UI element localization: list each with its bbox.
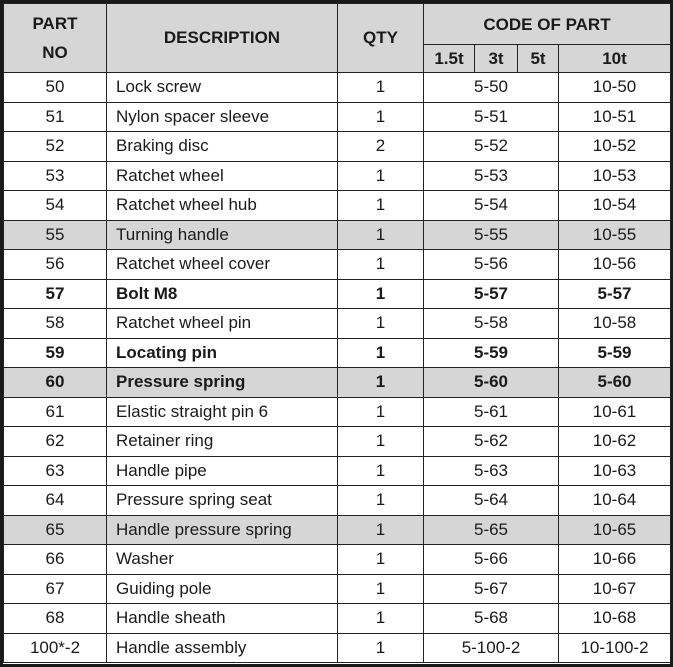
code-small-cell: 5-65 [424,515,559,545]
qty-cell: 1 [338,73,424,103]
code-small-cell: 5-100-2 [424,633,559,663]
qty-cell: 1 [338,515,424,545]
table-row [4,73,671,103]
part-no-cell: 51 [4,102,107,132]
qty-cell: 1 [338,338,424,368]
part-no-cell: 55 [4,220,107,250]
code-10t-cell: 10-52 [559,132,671,162]
qty-cell: 1 [338,397,424,427]
header-code-1-5t: 1.5t [424,45,475,73]
header-part-no-line2: NO [42,43,68,62]
part-no-cell: 67 [4,574,107,604]
table-row [4,368,671,398]
table-row [4,486,671,516]
code-10t-cell: 10-53 [559,161,671,191]
table-row [4,604,671,634]
qty-cell: 1 [338,486,424,516]
code-small-cell: 5-63 [424,456,559,486]
qty-cell: 2 [338,132,424,162]
code-small-cell: 5-59 [424,338,559,368]
qty-cell: 1 [338,574,424,604]
part-no-cell: 57 [4,279,107,309]
part-no-cell: 68 [4,604,107,634]
table-row [4,250,671,280]
table-row [4,220,671,250]
code-10t-cell: 10-50 [559,73,671,103]
code-small-cell: 5-60 [424,368,559,398]
table-row [4,574,671,604]
code-10t-cell: 5-60 [559,368,671,398]
code-small-cell: 5-61 [424,397,559,427]
code-10t-cell: 10-54 [559,191,671,221]
qty-cell: 1 [338,191,424,221]
code-10t-cell: 5-57 [559,279,671,309]
part-no-cell: 62 [4,427,107,457]
description-cell: Ratchet wheel [107,161,338,191]
description-cell: Elastic straight pin 6 [107,397,338,427]
part-no-cell: 54 [4,191,107,221]
header-code-3t: 3t [475,45,518,73]
part-no-cell: 64 [4,486,107,516]
header-code-10t: 10t [559,45,671,73]
code-small-cell: 5-56 [424,250,559,280]
code-10t-cell: 10-51 [559,102,671,132]
code-10t-cell: 10-56 [559,250,671,280]
header-part-no-line1: PART [32,14,78,33]
description-cell: Handle pressure spring [107,515,338,545]
description-cell: Pressure spring seat [107,486,338,516]
code-small-cell: 5-58 [424,309,559,339]
code-10t-cell: 10-61 [559,397,671,427]
code-small-cell: 5-51 [424,102,559,132]
part-no-cell: 53 [4,161,107,191]
code-small-cell: 5-53 [424,161,559,191]
description-cell: Ratchet wheel cover [107,250,338,280]
qty-cell: 1 [338,604,424,634]
description-cell: Washer [107,545,338,575]
description-cell: Locating pin [107,338,338,368]
qty-cell: 1 [338,545,424,575]
qty-cell: 1 [338,161,424,191]
header-qty: QTY [338,4,424,73]
code-10t-cell: 10-62 [559,427,671,457]
code-10t-cell: 10-58 [559,309,671,339]
description-cell: Handle pipe [107,456,338,486]
part-no-cell: 60 [4,368,107,398]
code-10t-cell: 10-68 [559,604,671,634]
table-row [4,102,671,132]
table-row [4,161,671,191]
description-cell: Handle assembly [107,633,338,663]
qty-cell: 1 [338,368,424,398]
code-10t-cell: 10-67 [559,574,671,604]
description-cell: Bolt M8 [107,279,338,309]
table-row [4,309,671,339]
header-code-of-part: CODE OF PART [424,4,671,45]
part-no-cell: 59 [4,338,107,368]
table-body [4,73,671,663]
table-header [4,4,671,73]
table-row [4,545,671,575]
description-cell: Nylon spacer sleeve [107,102,338,132]
qty-cell: 1 [338,102,424,132]
part-no-cell: 63 [4,456,107,486]
qty-cell: 1 [338,633,424,663]
header-code-5t: 5t [518,45,559,73]
code-10t-cell: 10-65 [559,515,671,545]
code-small-cell: 5-52 [424,132,559,162]
qty-cell: 1 [338,220,424,250]
description-cell: Ratchet wheel hub [107,191,338,221]
description-cell: Retainer ring [107,427,338,457]
table-row [4,279,671,309]
table-row [4,397,671,427]
header-description: DESCRIPTION [107,4,338,73]
code-small-cell: 5-64 [424,486,559,516]
code-small-cell: 5-50 [424,73,559,103]
code-small-cell: 5-54 [424,191,559,221]
part-no-cell: 61 [4,397,107,427]
description-cell: Pressure spring [107,368,338,398]
code-small-cell: 5-62 [424,427,559,457]
code-10t-cell: 10-100-2 [559,633,671,663]
code-small-cell: 5-67 [424,574,559,604]
description-cell: Guiding pole [107,574,338,604]
description-cell: Ratchet wheel pin [107,309,338,339]
code-10t-cell: 10-55 [559,220,671,250]
qty-cell: 1 [338,309,424,339]
header-part-no [4,4,107,73]
code-small-cell: 5-68 [424,604,559,634]
table-row [4,456,671,486]
code-10t-cell: 10-64 [559,486,671,516]
description-cell: Lock screw [107,73,338,103]
table-row [4,191,671,221]
table-row [4,633,671,663]
description-cell: Handle sheath [107,604,338,634]
code-small-cell: 5-66 [424,545,559,575]
table-row [4,132,671,162]
part-no-cell: 65 [4,515,107,545]
parts-table [3,3,671,663]
part-no-cell: 50 [4,73,107,103]
code-10t-cell: 10-66 [559,545,671,575]
table-row [4,338,671,368]
table-row [4,427,671,457]
qty-cell: 1 [338,279,424,309]
qty-cell: 1 [338,456,424,486]
part-no-cell: 100*-2 [4,633,107,663]
code-10t-cell: 5-59 [559,338,671,368]
code-small-cell: 5-55 [424,220,559,250]
part-no-cell: 52 [4,132,107,162]
code-small-cell: 5-57 [424,279,559,309]
table-row [4,515,671,545]
description-cell: Turning handle [107,220,338,250]
part-no-cell: 58 [4,309,107,339]
description-cell: Braking disc [107,132,338,162]
code-10t-cell: 10-63 [559,456,671,486]
qty-cell: 1 [338,250,424,280]
part-no-cell: 56 [4,250,107,280]
qty-cell: 1 [338,427,424,457]
part-no-cell: 66 [4,545,107,575]
